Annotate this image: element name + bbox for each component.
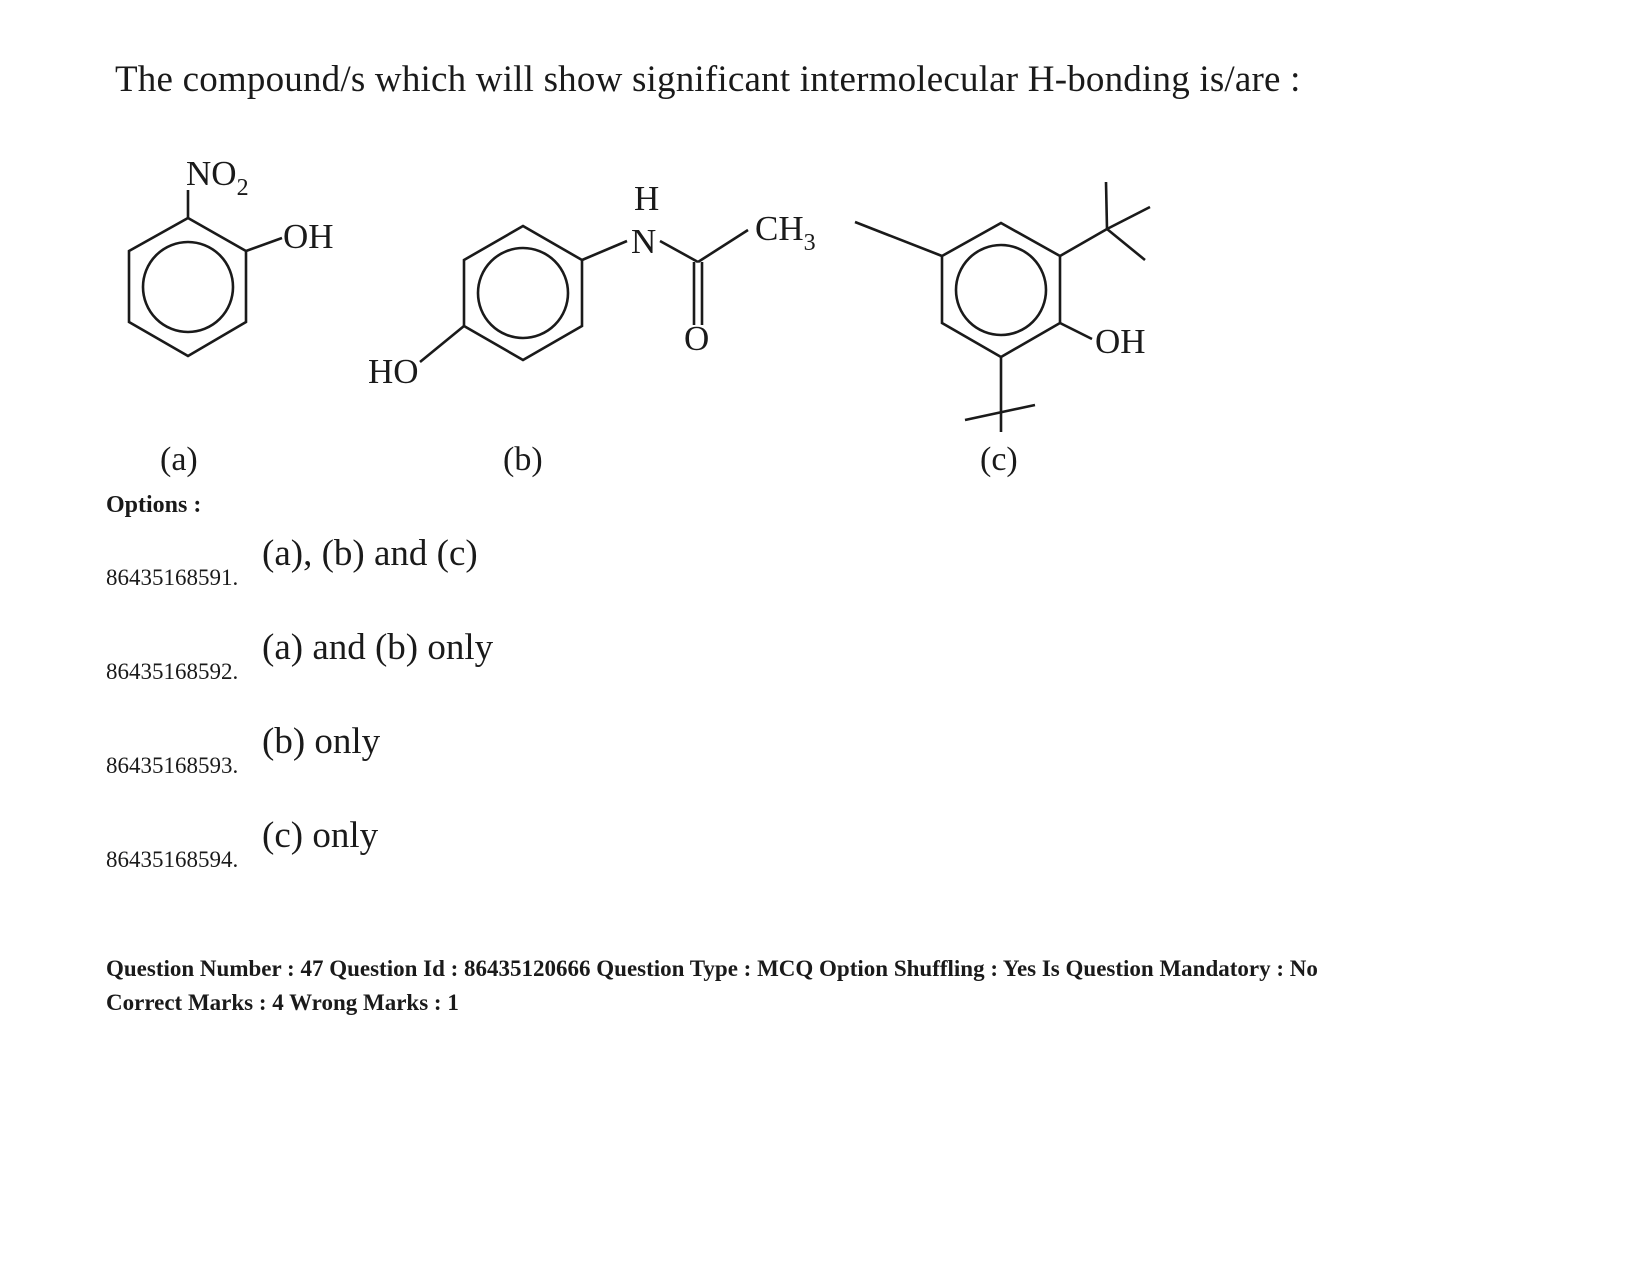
option-text: (c) only (262, 815, 379, 856)
option-id: 86435168592. (106, 659, 239, 684)
option-id: 86435168593. (106, 753, 239, 778)
question-meta-line2: Correct Marks : 4 Wrong Marks : 1 (106, 990, 459, 1015)
compound-a-no2-label: $NO_2$ (186, 154, 249, 201)
compound-b-h-label: H (634, 179, 660, 218)
compound-c-structure (855, 182, 1150, 432)
compound-b-caption: (b) (503, 441, 543, 478)
option-text: (b) only (262, 721, 381, 762)
compound-c-oh-label: OH (1095, 322, 1146, 361)
options-label: Options : (106, 492, 202, 518)
compound-b-ch3-label: $CH_3$ (755, 209, 816, 256)
option-id: 86435168591. (106, 565, 239, 590)
question-text: The compound/s which will show significant intermolecular H-bonding is/are : (115, 59, 1301, 100)
option-text: (a) and (b) only (262, 627, 494, 668)
compound-b-n-label: N (631, 222, 657, 261)
compound-a-oh-label: OH (283, 217, 334, 256)
compound-c-caption: (c) (980, 441, 1018, 478)
compound-a-structure (129, 190, 282, 356)
compound-b-o-label: O (684, 319, 710, 358)
compound-a-caption: (a) (160, 441, 198, 478)
question-meta-line1: Question Number : 47 Question Id : 86435120666 Question Type : MCQ Option Shuffling : Yes Is Question Mandatory : No (106, 956, 1318, 981)
chemical-structures-figure (0, 0, 1651, 500)
option-text: (a), (b) and (c) (262, 533, 478, 574)
option-id: 86435168594. (106, 847, 239, 872)
compound-b-ho-label: HO (368, 352, 419, 391)
question-meta (106, 952, 1318, 1020)
